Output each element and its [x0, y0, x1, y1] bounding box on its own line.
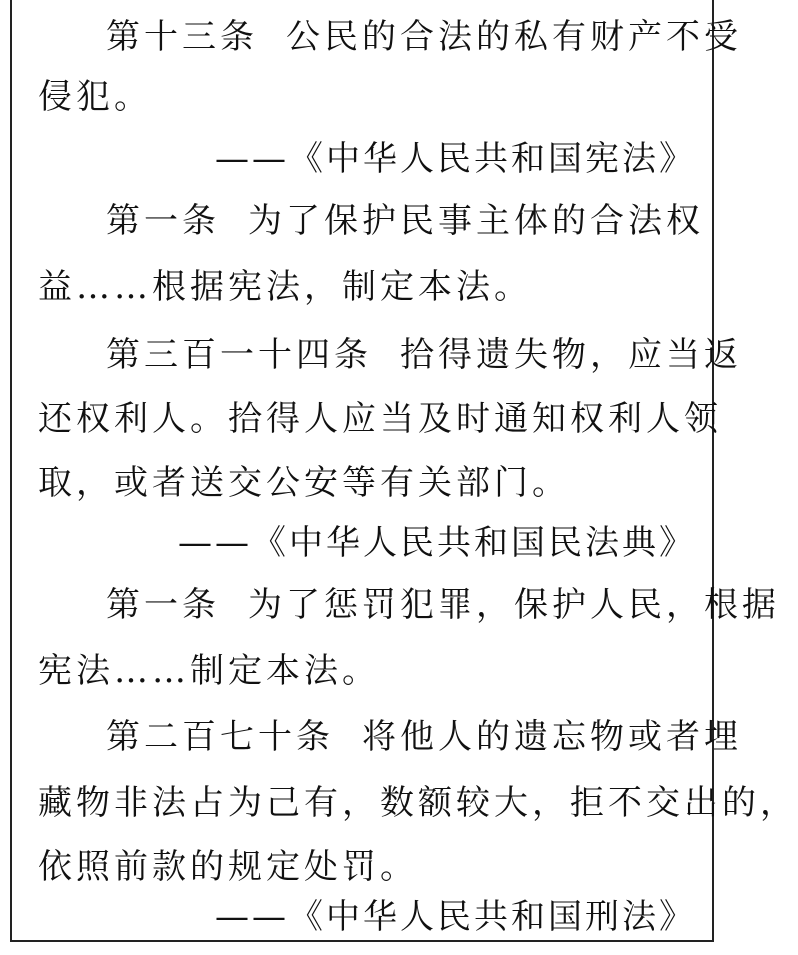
civil-code-article-314-line-1 [106, 330, 742, 380]
criminal-law-article-270-line-2: 藏物非法占为己有，数额较大，拒不交出的， [38, 783, 798, 823]
civil-code-article-314-line-3: 取，或者送交公安等有关部门。 [38, 463, 570, 503]
criminal-law-article-1-line-1 [106, 580, 780, 630]
article-text: 拾得遗失物，应当返 [400, 335, 742, 375]
article-text: 为了惩罚犯罪，保护人民，根据 [248, 585, 780, 625]
civil-code-article-314-line-2: 还权利人。拾得人应当及时通知权利人领 [38, 399, 722, 439]
legal-excerpt-box [10, 0, 798, 942]
article-title: 第一条 [106, 201, 220, 241]
article-title: 第三百一十四条 [106, 335, 372, 375]
article-text: 公民的合法的私有财产不受 [286, 17, 742, 57]
criminal-law-article-270-line-3: 依照前款的规定处罚。 [38, 847, 418, 887]
criminal-law-article-270-line-1 [106, 712, 742, 762]
civil-code-source: ——《中华人民共和国民法典》 [178, 523, 696, 563]
article-text: 为了保护民事主体的合法权 [248, 201, 704, 241]
article-title: 第十三条 [106, 17, 258, 57]
civil-code-article-1-line-2: 益……根据宪法，制定本法。 [38, 267, 532, 307]
constitution-article-13-line-2: 侵犯。 [38, 77, 152, 117]
civil-code-article-1-line-1 [106, 196, 710, 246]
constitution-article-13-line-1 [106, 12, 742, 62]
article-title: 第一条 [106, 585, 220, 625]
article-text: 将他人的遗忘物或者埋 [362, 717, 742, 757]
criminal-law-article-1-line-2: 宪法……制定本法。 [38, 651, 380, 691]
criminal-law-source: ——《中华人民共和国刑法》 [215, 897, 696, 937]
constitution-source: ——《中华人民共和国宪法》 [215, 139, 696, 179]
article-title: 第二百七十条 [106, 717, 334, 757]
